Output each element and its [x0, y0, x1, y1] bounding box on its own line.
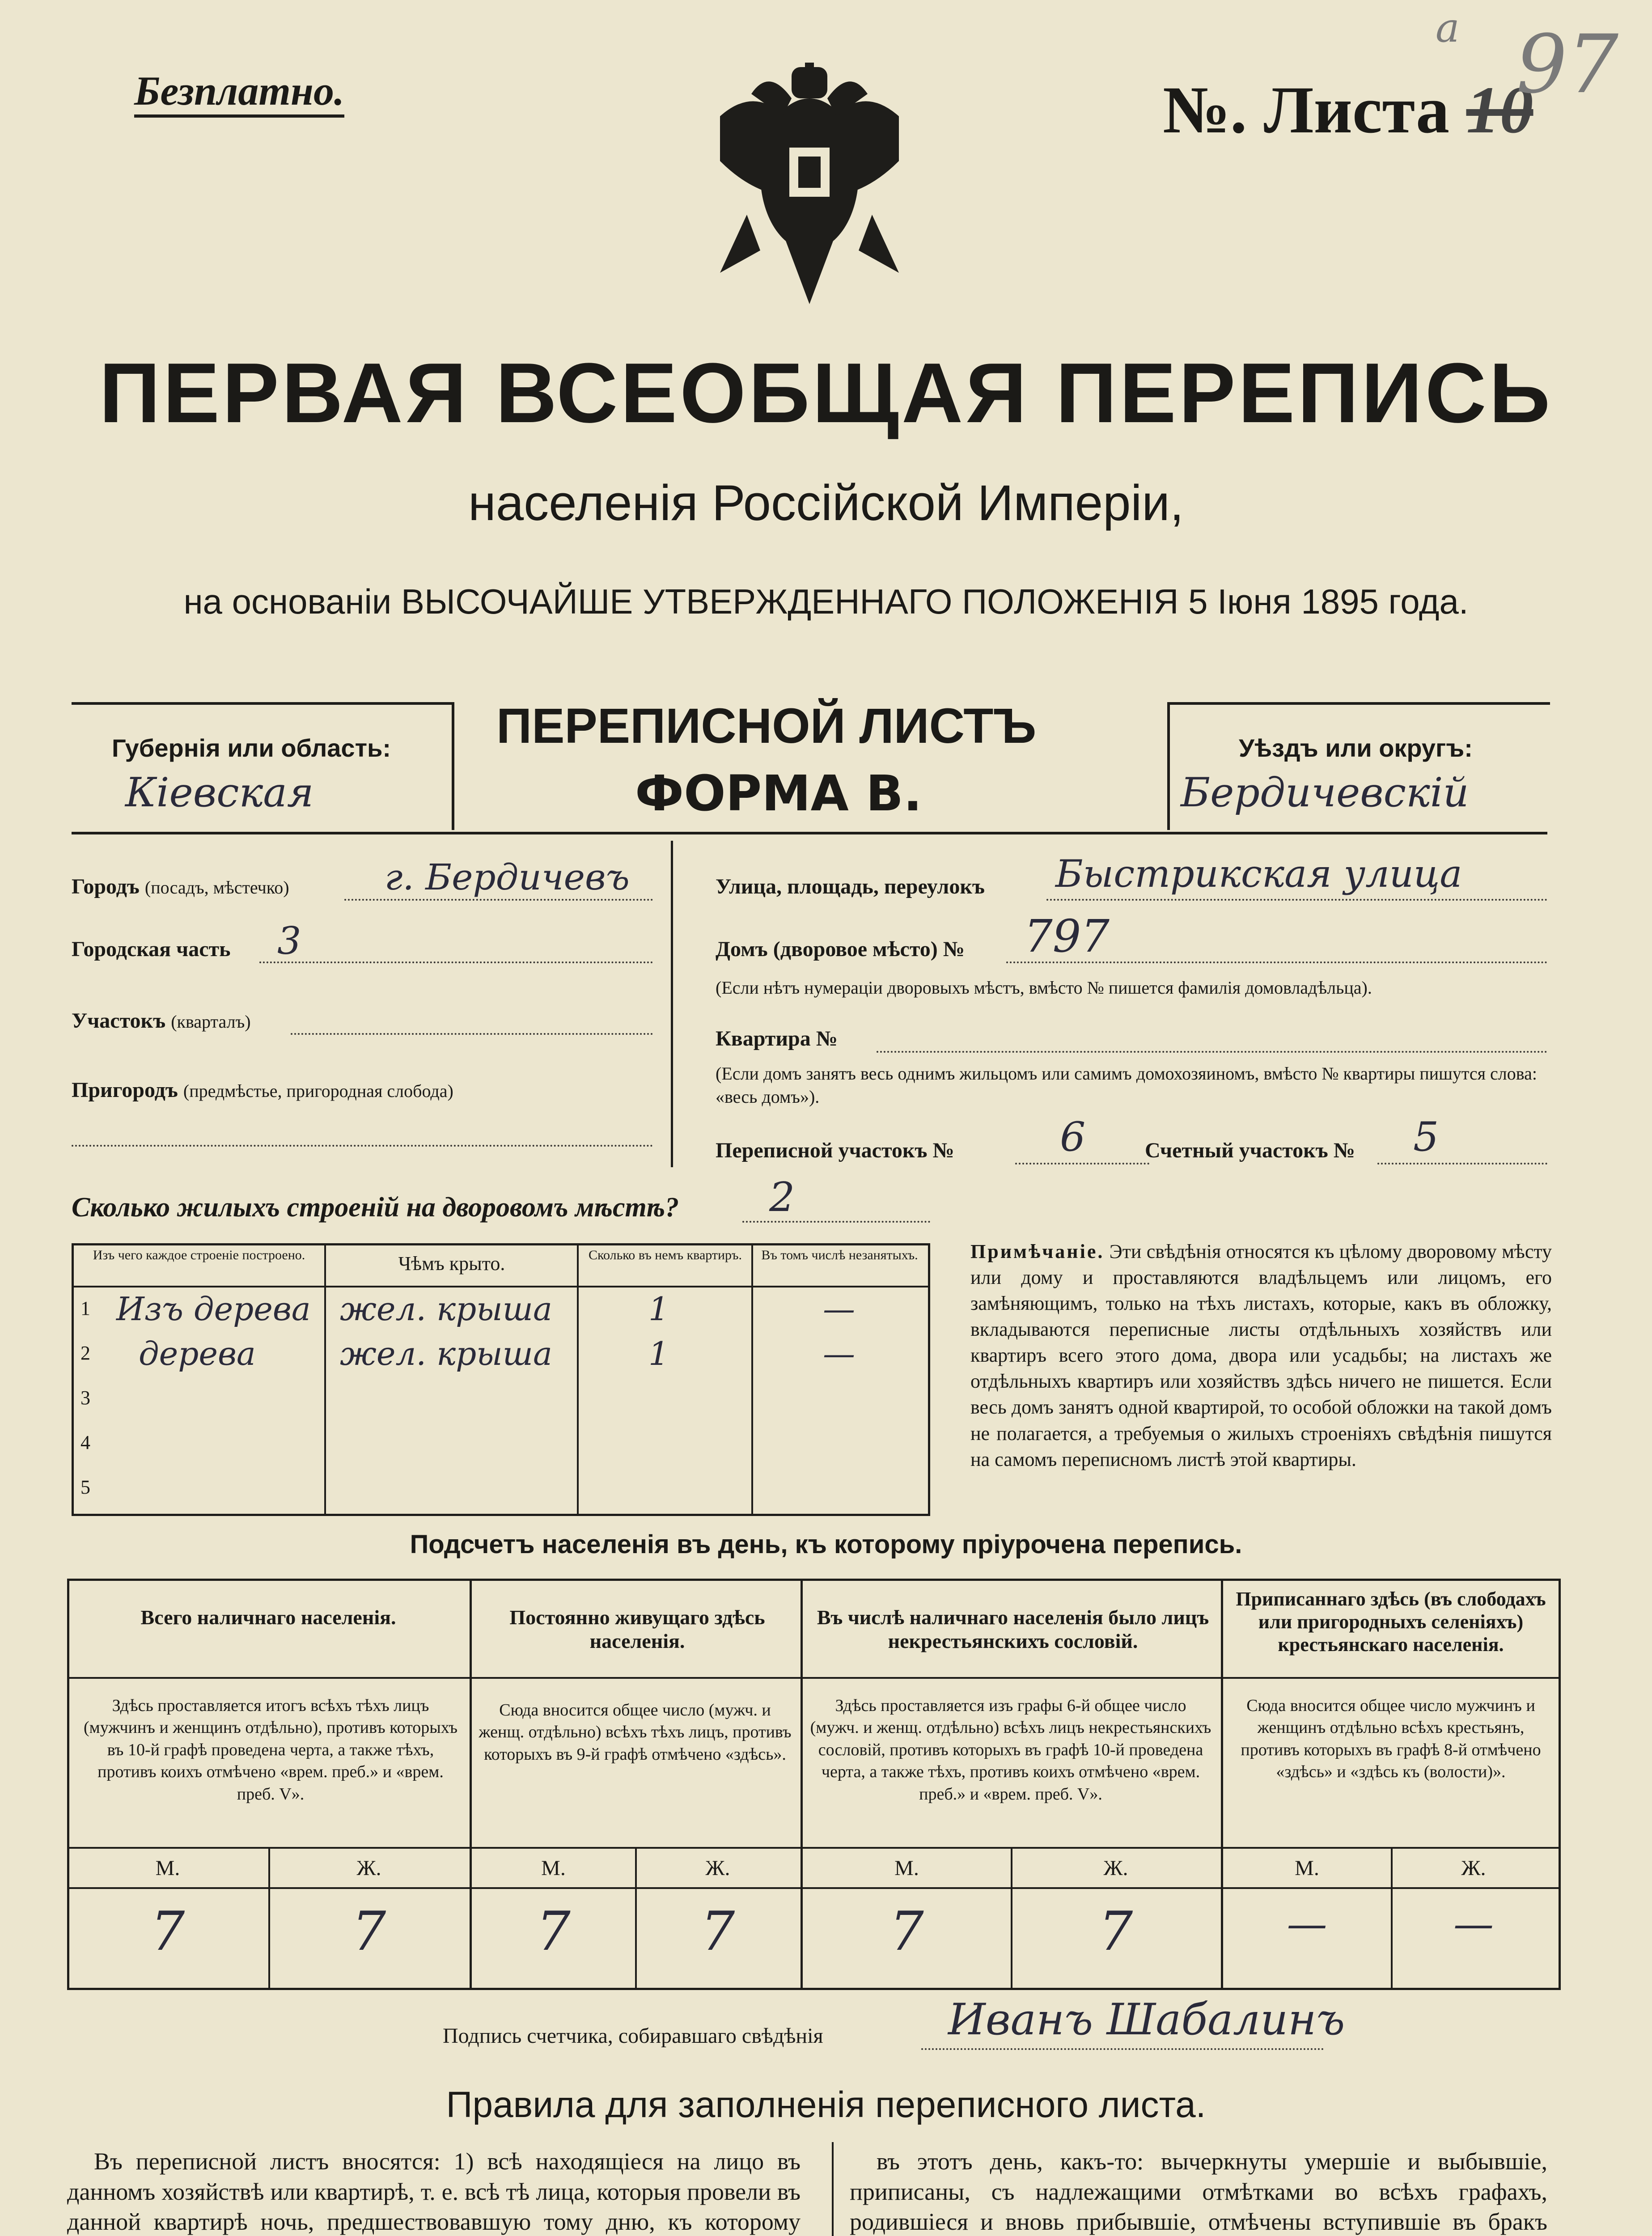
buildings-row-4: [72, 1422, 930, 1467]
city-hint: (посадъ, мѣстечко): [144, 877, 289, 898]
form-title: ПЕРЕПИСНОЙ ЛИСТЪ: [496, 699, 1037, 754]
suburb-label: [72, 1078, 453, 1102]
district-label: Уѣздъ или округъ:: [1239, 734, 1473, 762]
pop-group-4-desc: Сюда вносится общее число мужчинъ и женщинъ отдѣльно всѣхъ крестьянъ, противъ которыхъ въ графѣ 8-й отмѣчено «здѣсь» и «здѣсь къ (волости)».: [1241, 1696, 1541, 1782]
suburb-label-text: Пригородъ: [72, 1078, 178, 1102]
apartment-line: [877, 1051, 1547, 1053]
row-material: дерева: [139, 1335, 256, 1372]
f-label: Ж.: [705, 1856, 730, 1880]
buildings-row-5: [72, 1467, 930, 1512]
rules-column-right: [850, 2147, 1547, 2236]
census-district-label: Переписной участокъ №: [716, 1139, 954, 1162]
form-name: ФОРМА В.: [635, 765, 922, 822]
apartment-note: (Если домъ занятъ весь однимъ жильцомъ или самимъ домохозяиномъ, вмѣсто № квартиры пишутся слова: «весь домъ»).: [716, 1063, 1537, 1107]
pop-group-4-male: —: [1287, 1901, 1327, 1948]
street-value: Быстрикская улица: [1055, 852, 1462, 896]
sheet-handwritten-number: 97: [1516, 18, 1619, 111]
address-divider: [671, 841, 673, 1167]
note-title: Примѣчаніе.: [970, 1241, 1105, 1262]
pop-title-line: [67, 1677, 1561, 1679]
pop-group-4-title: Приписаннаго здѣсь (въ слободахъ или пригородныхъ селеніяхъ) крестьянскаго населенія.: [1236, 1588, 1546, 1656]
signature-line: [921, 2048, 1324, 2050]
row-number: 2: [80, 1342, 90, 1364]
pop-group-3-male: 7: [890, 1901, 924, 1963]
buildings-header-vacant: Въ томъ числѣ незанятыхъ.: [761, 1248, 918, 1262]
sheet-struck-number: 10: [1466, 73, 1533, 147]
m-label: М.: [1295, 1856, 1319, 1880]
buildings-header-line: [72, 1286, 930, 1287]
buildings-header-apartments: Сколько въ немъ квартиръ.: [588, 1248, 742, 1262]
legal-basis: на основаніи ВЫСОЧАЙШЕ УТВЕРЖДЕННАГО ПОЛОЖЕНІЯ 5 Іюня 1895 года.: [183, 582, 1469, 621]
rules-column-left: [67, 2147, 801, 2236]
city-value: г. Бердичевъ: [385, 856, 630, 898]
row-material: Изъ дерева: [116, 1290, 311, 1328]
census-district-value: 6: [1060, 1114, 1086, 1160]
row-roof: жел. крыша: [340, 1335, 552, 1372]
apartment-label: Квартира №: [716, 1027, 838, 1050]
rules-column-divider: [832, 2142, 834, 2236]
house-note: (Если нѣтъ нумераціи дворовыхъ мѣстъ, вмѣсто № пишется фамилія домовладѣльца).: [716, 978, 1372, 998]
m-label: М.: [894, 1856, 919, 1880]
rules-paragraph: въ этотъ день, какъ-то: вычеркнуты умершіе и выбывшіе, приписаны, съ надлежащими отмѣтками во всѣхъ графахъ, родившіеся и вновь прибывшіе, отмѣчены вступившіе въ бракъ: [850, 2148, 1547, 2235]
buildings-note: [970, 1239, 1552, 1473]
section-hint: (кварталъ): [171, 1012, 251, 1032]
pop-mf-line: [67, 1887, 1561, 1889]
pop-group-2-female: 7: [700, 1901, 735, 1963]
pop-group-1-male: 7: [150, 1901, 185, 1963]
pop-group-2-desc: Сюда вносится общее число (мужч. и женщ. отдѣльно) всѣхъ тѣхъ лицъ, противъ которыхъ въ 9-й графѣ отмѣчено «здѣсь».: [479, 1701, 792, 1764]
count-district-line: [1377, 1163, 1547, 1165]
city-part-label: Городская часть: [72, 937, 231, 961]
house-label: Домъ (дворовое мѣсто) №: [716, 937, 965, 961]
population-title: Подсчетъ населенія въ день, къ которому пріурочена перепись.: [410, 1530, 1242, 1559]
city-label: [72, 874, 289, 899]
city-label-text: Городъ: [72, 875, 140, 898]
suburb-line: [72, 1145, 653, 1147]
row-apartments: 1: [648, 1335, 669, 1372]
signature-value: Иванъ Шабалинъ: [948, 1995, 1345, 2045]
district-value: Бердичевскій: [1181, 769, 1469, 816]
street-line: [1046, 899, 1547, 901]
buildings-row-2: [72, 1333, 930, 1377]
census-district-line: [1015, 1163, 1149, 1165]
buildings-question: Сколько жилыхъ строеній на дворовомъ мѣстѣ?: [72, 1192, 679, 1223]
buildings-row-3: [72, 1377, 930, 1422]
m-label: М.: [541, 1856, 566, 1880]
count-district-value: 5: [1413, 1114, 1439, 1160]
buildings-row-1: [72, 1288, 930, 1333]
f-label: Ж.: [1103, 1856, 1128, 1880]
row-apartments: 1: [648, 1290, 669, 1328]
pop-group-3-female: 7: [1098, 1901, 1133, 1963]
suburb-hint: (предмѣстье, пригородная слобода): [183, 1081, 453, 1101]
row-number: 1: [80, 1297, 90, 1319]
pop-group-4-female: —: [1453, 1901, 1494, 1948]
emblem-icon: [693, 63, 926, 313]
pop-group-1-title: Всего наличнаго населенія.: [140, 1606, 396, 1629]
row-number: 5: [80, 1476, 90, 1498]
buildings-header-roof: Чѣмъ крыто.: [398, 1253, 505, 1275]
sheet-number: [1163, 72, 1533, 148]
pop-group-3-title: Въ числѣ наличнаго населенія было лицъ некрестьянскихъ сословій.: [817, 1606, 1209, 1652]
buildings-answer-line: [742, 1221, 930, 1223]
street-label: Улица, площадь, переулокъ: [716, 875, 985, 898]
sheet-label: №. Листа: [1163, 73, 1450, 147]
section-line: [291, 1033, 653, 1035]
row-roof: жел. крыша: [340, 1290, 552, 1328]
pop-group-2-male: 7: [536, 1901, 571, 1963]
row-vacant: —: [823, 1335, 855, 1372]
house-value: 797: [1024, 910, 1110, 962]
pop-group-3-desc: Здѣсь проставляется изъ графы 6-й общее число (мужч. и женщ. отдѣльно) всѣхъ лицъ некрестьянскихъ сословій, противъ которыхъ въ графѣ 10-й проведена черта, а также тѣхъ, противъ коихъ отмѣчено «врем. преб.» и «врем. преб. V».: [810, 1696, 1211, 1804]
main-title: ПЕРВАЯ ВСЕОБЩАЯ ПЕРЕПИСЬ: [99, 346, 1553, 440]
corner-mark: а: [1436, 4, 1460, 51]
house-line: [1006, 961, 1547, 963]
pop-group-1-female: 7: [352, 1901, 386, 1963]
pop-group-1-desc: Здѣсь проставляется итогъ всѣхъ тѣхъ лицъ (мужчинъ и женщинъ отдѣльно), противъ которыхъ въ 10-й графѣ проведена черта, а также тѣхъ, противъ коихъ отмѣчено «врем. преб.» и «врем. преб. V».: [84, 1696, 457, 1804]
row-vacant: —: [823, 1290, 855, 1328]
section-label: [72, 1008, 251, 1033]
row-number: 3: [80, 1387, 90, 1409]
form-header-rule: [72, 832, 1547, 834]
pop-group-2-title: Постоянно живущаго здѣсь населенія.: [509, 1606, 765, 1652]
row-number: 4: [80, 1431, 90, 1453]
province-value: Кіевская: [125, 769, 314, 816]
rules-paragraph: Въ переписной листъ вносятся: 1) всѣ находящіеся на лицо въ данномъ хозяйствѣ или квартирѣ, т. е. всѣ тѣ лица, которыя провели въ данной квартирѣ ночь, предшествовавшую тому дню, къ которому: [67, 2148, 801, 2235]
pop-desc-line: [67, 1847, 1561, 1849]
signature-label: Подпись счетчика, собиравшаго свѣдѣнія: [443, 2024, 823, 2048]
f-label: Ж.: [1461, 1856, 1486, 1880]
f-label: Ж.: [356, 1856, 381, 1880]
city-line: [344, 899, 653, 901]
rules-title: Правила для заполненія переписного листа.: [446, 2084, 1206, 2125]
note-text: Эти свѣдѣнія относятся къ цѣлому дворовому мѣсту или дому и проставляются владѣльцемъ или лицомъ, его замѣняющимъ, только на тѣхъ листахъ, которые, какъ въ обложку, вкладываются переписные листы отдѣльныхъ хозяйствъ или квартиръ всего этого дома, двора или усадьбы; на листахъ же отдѣльныхъ квартиръ или хозяйствъ здѣсь ничего не пишется. Если весь домъ занятъ одной квартирой, то особой обложки на такой домъ не полагается, а требуемыя о жилыхъ строеніяхъ свѣдѣнія пишутся на самомъ переписномъ листѣ этой квартиры.: [970, 1241, 1552, 1470]
buildings-header-material: Изъ чего каждое строеніе построено.: [93, 1248, 305, 1262]
free-label: Безплатно.: [134, 67, 344, 118]
city-part-line: [259, 961, 653, 963]
count-district-label: Счетный участокъ №: [1145, 1139, 1355, 1162]
province-label: Губернія или область:: [112, 734, 391, 762]
subtitle: населенія Россійской Имперіи,: [468, 475, 1184, 531]
m-label: М.: [155, 1856, 180, 1880]
buildings-answer: 2: [769, 1174, 795, 1221]
section-label-text: Участокъ: [72, 1009, 166, 1033]
city-part-value: 3: [277, 919, 301, 963]
